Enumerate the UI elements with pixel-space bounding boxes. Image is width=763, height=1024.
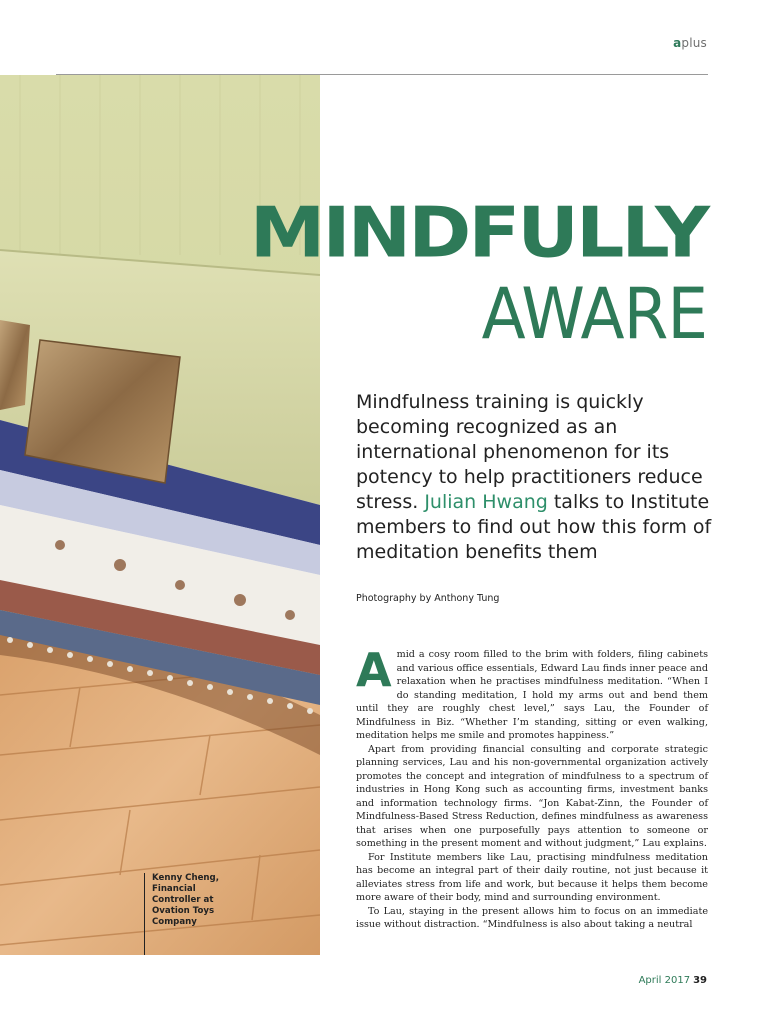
body-paragraph: Apart from providing financial consulting and corporate strategic planning services, Lau and his non-governmental organization actively promotes the concept and integration of mindfulness to a spectrum of industries in Hong Kong such as accounting firms, investment banks and information technology firms. “Jon Kabat-Zinn, the Founder of Mindfulness-Based Stress Reduction, defines mindfulness as awareness that arises when one purposefully pays attention to someone or something in the present moment and without judgment,” Lau explains. [356, 743, 708, 849]
body-paragraph: To Lau, staying in the present allows him to focus on an immediate issue without distraction. “Mindfulness is also about taking a neutral [356, 905, 708, 930]
caption-line: Ovation Toys [152, 906, 215, 916]
article-body [356, 643, 708, 932]
body-paragraph: For Institute members like Lau, practising mindfulness meditation has become an integral part of their daily routine, not just because it alleviates stress from life and work, but because it helps them become more aware of their body, mind and surrounding environment. [356, 851, 708, 903]
page-number: 39 [693, 975, 707, 986]
standfirst [356, 390, 716, 565]
photo-caption [144, 873, 254, 955]
standfirst-outro: talks to Institute members to find out how this form of meditation benefits them [356, 491, 712, 563]
drop-cap: A [356, 643, 392, 697]
issue-date: April 2017 [638, 975, 691, 986]
caption-line: Controller at [152, 895, 214, 905]
caption-line: Company [152, 917, 197, 927]
brand-logo-rest: plus [681, 36, 707, 50]
photo-credit: Photography by Anthony Tung [356, 593, 500, 604]
headline-line-2: AWARE [481, 273, 707, 355]
brand-logo-a: a [673, 36, 682, 50]
body-paragraph [356, 643, 708, 743]
page-footer [639, 975, 707, 986]
headline-line-1: MINDFULLY [249, 191, 707, 274]
body-paragraph-text: mid a cosy room filled to the brim with folders, filing cabinets and various office essentials, Edward Lau finds inner peace and relaxation when he practises mindfulness meditation. “When I do standing meditation, I hold my arms out and bend them until they are roughly chest level,” says Lau, the Founder of Mindfulness in Biz. “Whether I’m standing, sitting or even walking, meditation helps me smile and promotes happiness.” [356, 649, 708, 741]
author-name: Julian Hwang [424, 491, 548, 513]
caption-line: Kenny Cheng, [152, 873, 219, 883]
brand-logo [673, 36, 707, 50]
caption-line: Financial [152, 884, 196, 894]
standfirst-intro: Mindfulness training is quickly becoming recognized as an international phenomenon for its potency to help practitioners reduce stress. [356, 391, 703, 513]
